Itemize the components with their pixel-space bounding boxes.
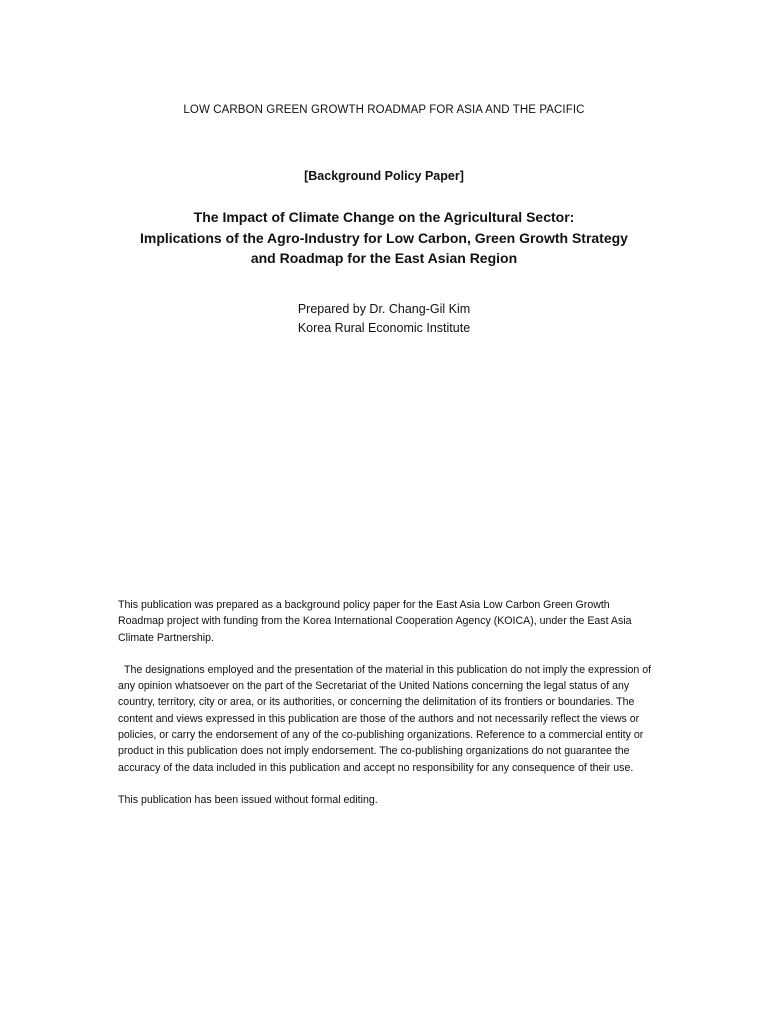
document-type-label: [Background Policy Paper] <box>304 169 464 183</box>
title-line: The Impact of Climate Change on the Agricultural Sector: <box>193 209 575 225</box>
document-title <box>0 207 768 269</box>
author-institute: Korea Rural Economic Institute <box>297 321 471 335</box>
series-header: LOW CARBON GREEN GROWTH ROADMAP FOR ASIA AND THE PACIFIC <box>183 104 585 116</box>
title-line: Implications of the Agro-Industry for Low Carbon, Green Growth Strategy <box>140 229 628 246</box>
paragraph-editing-note: This publication has been issued without formal editing. <box>118 793 378 806</box>
author-name: Prepared by Dr. Chang-Gil Kim <box>297 302 471 316</box>
paragraph-disclaimer: The designations employed and the presentation of the material in this publication do not imply the expression of any opinion whatsoever on the part of the Secretariat of the United Nations concerning the legal status of any country, territory, city or area, or its authorities, or concerning the delimitation of its frontiers or boundaries. The content and views expressed in this publication are those of the authors and not necessarily reflect the views or policies, or carry the endorsement of any of the co-publishing organizations. Reference to a commercial entity or product in this publication does not imply endorsement. The co-publishing organizations do not guarantee the accuracy of the data included in this publication and accept no responsibility for any consequence of their use. <box>118 663 652 774</box>
disclaimer-text <box>118 597 658 824</box>
title-line: and Roadmap for the East Asian Region <box>250 250 518 266</box>
paragraph-funding: This publication was prepared as a background policy paper for the East Asia Low Carbon Green Growth Roadmap project with funding from the Korea International Cooperation Agency (KOICA), under the East Asia Climate Partnership. <box>118 599 632 644</box>
author-block <box>0 300 768 338</box>
